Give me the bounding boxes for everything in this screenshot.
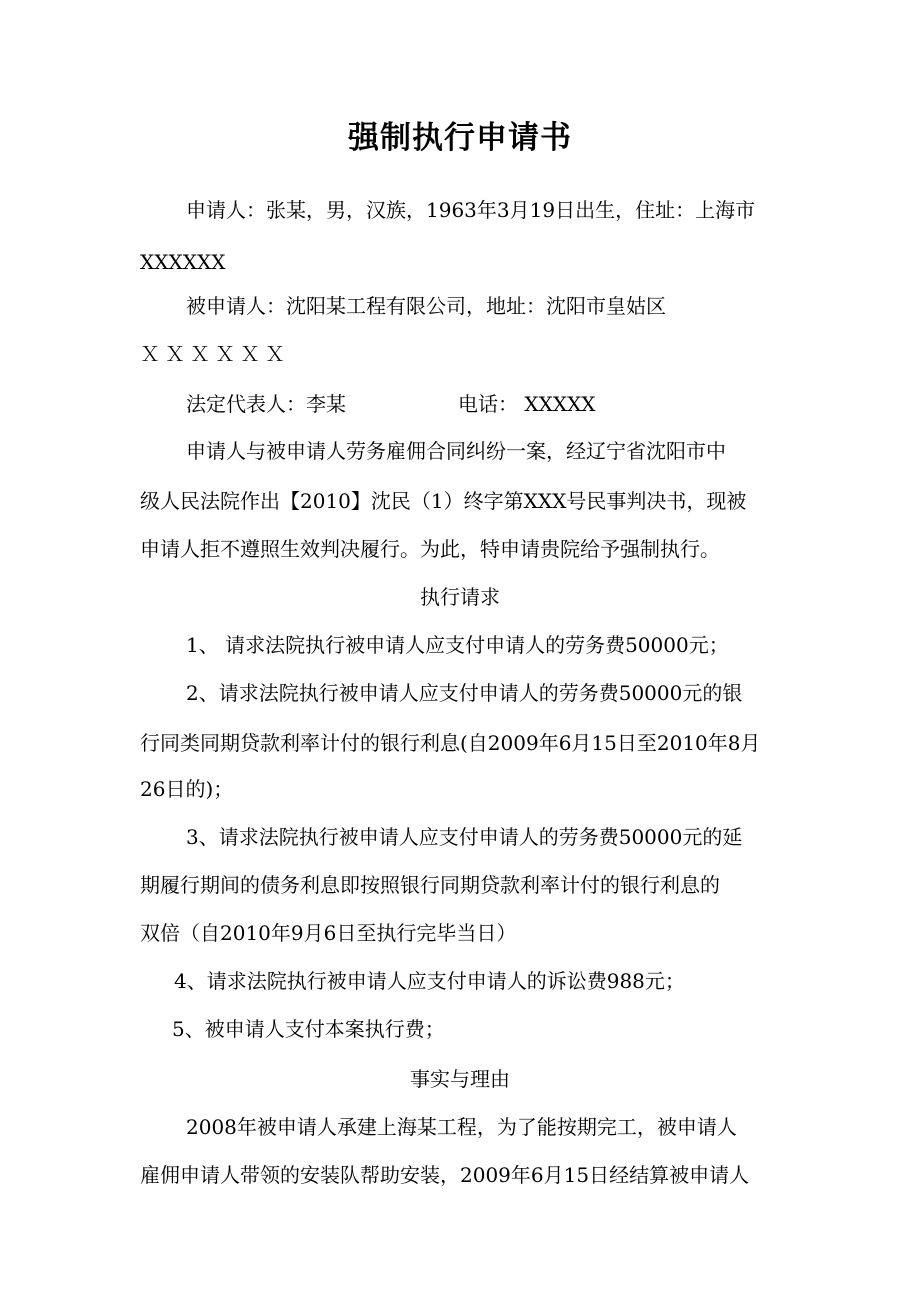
respondent-line-2: ＸＸＸＸＸＸ bbox=[140, 342, 290, 366]
intro-line-3: 申请人拒不遵照生效判决履行。为此，特申请贵院给予强制执行。 bbox=[140, 537, 720, 561]
request-4: 4、请求法院执行被申请人应支付申请人的诉讼费988元； bbox=[174, 969, 685, 993]
document-title: 强制执行申请书 bbox=[348, 120, 572, 156]
applicant-line-2: XXXXXX bbox=[140, 250, 226, 274]
request-2-line-1: 2、请求法院执行被申请人应支付申请人的劳务费50000元的银 bbox=[186, 681, 743, 705]
request-1: 1、 请求法院执行被申请人应支付申请人的劳务费50000元； bbox=[186, 633, 729, 657]
intro-line-1: 申请人与被申请人劳务雇佣合同纠纷一案，经辽宁省沈阳市中 bbox=[186, 439, 726, 463]
request-3-line-3: 双倍（自2010年9月6日至执行完毕当日） bbox=[140, 921, 517, 945]
intro-line-2: 级人民法院作出【2010】沈民（1）终字第XXX号民事判决书，现被 bbox=[140, 489, 747, 513]
request-3-line-1: 3、请求法院执行被申请人应支付申请人的劳务费50000元的延 bbox=[186, 825, 743, 849]
applicant-line-1: 申请人：张某，男，汉族，1963年3月19日出生，住址：上海市 bbox=[186, 198, 756, 222]
facts-line-1: 2008年被申请人承建上海某工程，为了能按期完工，被申请人 bbox=[186, 1115, 737, 1139]
facts-heading: 事实与理由 bbox=[410, 1067, 510, 1091]
requests-heading: 执行请求 bbox=[420, 585, 500, 609]
request-3-line-2: 期履行期间的债务利息即按照银行同期贷款利率计付的银行利息的 bbox=[140, 873, 720, 897]
legal-representative: 法定代表人：李某 bbox=[186, 392, 346, 416]
request-5: 5、被申请人支付本案执行费； bbox=[172, 1017, 445, 1041]
request-2-line-3: 26日的)； bbox=[140, 777, 234, 801]
respondent-line-1: 被申请人：沈阳某工程有限公司，地址：沈阳市皇姑区 bbox=[186, 294, 666, 318]
request-2-line-2: 行同类同期贷款利率计付的银行利息(自2009年6月15日至2010年8月 bbox=[140, 731, 761, 755]
facts-line-2: 雇佣申请人带领的安装队帮助安装，2009年6月15日经结算被申请人 bbox=[140, 1163, 750, 1187]
phone-number: 电话： XXXXX bbox=[458, 392, 596, 416]
